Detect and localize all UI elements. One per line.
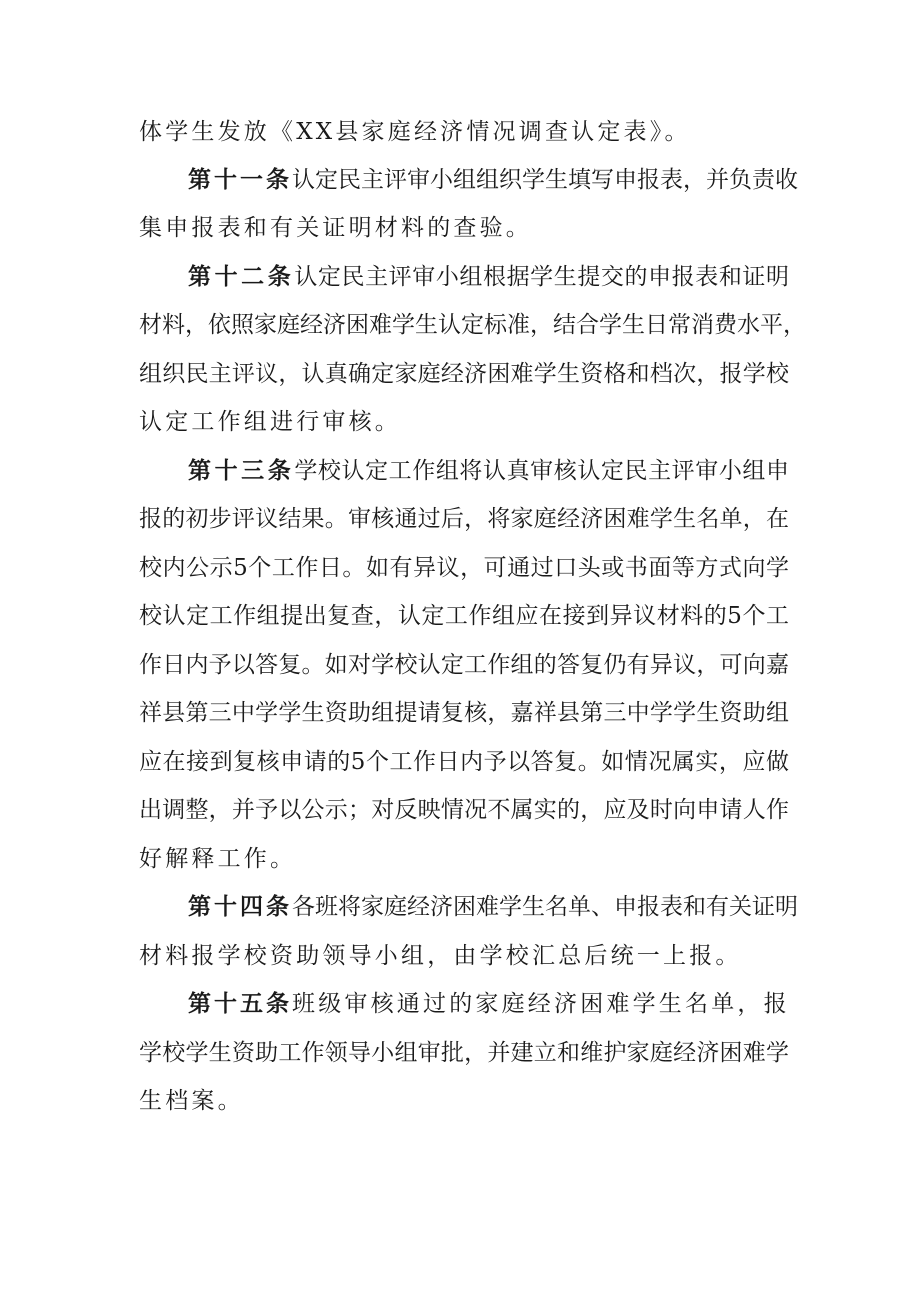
- text-line: 作日内予以答复。如对学校认定工作组的答复仍有异议，可向嘉: [139, 652, 789, 678]
- text-line: 好解释工作。: [139, 846, 297, 872]
- article-heading-11: 第十一条: [188, 167, 292, 193]
- text-line: 材料报学校资助领导小组，由学校汇总后统一上报。: [139, 943, 742, 969]
- text-line: 材料，依照家庭经济困难学生认定标准，结合学生日常消费水平，: [139, 312, 806, 338]
- article-13-first-line: [188, 456, 789, 486]
- text-line: 应在接到复核申请的5个工作日内予以答复。如情况属实，应做: [139, 749, 789, 775]
- text-line: 体学生发放《XX县家庭经济情况调查认定表》。: [139, 119, 691, 145]
- text-line: 班级审核通过的家庭经济困难学生名单，报: [292, 991, 790, 1017]
- article-heading-14: 第十四条: [188, 894, 292, 920]
- text-line: 祥县第三中学学生资助组提请复核，嘉祥县第三中学学生资助组: [139, 700, 789, 726]
- text-line: 学校认定工作组将认真审核认定民主评审小组申: [294, 458, 790, 484]
- text-line: 学校学生资助工作领导小组审批，并建立和维护家庭经济困难学: [139, 1040, 789, 1066]
- article-heading-13: 第十三条: [188, 458, 295, 484]
- article-11-first-line: [188, 165, 798, 195]
- text-line: 认定民主评审小组组织学生填写申报表，并负责收: [292, 167, 798, 193]
- article-14-first-line: [188, 892, 798, 922]
- text-line: 校内公示5个工作日。如有异议，可通过口头或书面等方式向学: [139, 555, 789, 581]
- text-line: 组织民主评议，认真确定家庭经济困难学生资格和档次，报学校: [139, 361, 789, 387]
- text-line: 集申报表和有关证明材料的查验。: [139, 215, 532, 241]
- article-12-first-line: [188, 262, 789, 292]
- text-line: 报的初步评议结果。审核通过后，将家庭经济困难学生名单，在: [139, 506, 789, 532]
- article-heading-15: 第十五条: [188, 991, 292, 1017]
- text-line: 出调整，并予以公示；对反映情况不属实的，应及时向申请人作: [139, 797, 789, 823]
- article-heading-12: 第十二条: [188, 264, 295, 290]
- text-line: 各班将家庭经济困难学生名单、申报表和有关证明: [292, 894, 798, 920]
- text-line: 认定民主评审小组根据学生提交的申报表和证明: [294, 264, 790, 290]
- text-line: 生档案。: [139, 1088, 244, 1114]
- text-line: 认定工作组进行审核。: [139, 409, 401, 435]
- article-15-first-line: [188, 989, 790, 1019]
- text-line: 校认定工作组提出复查，认定工作组应在接到异议材料的5个工: [139, 603, 789, 629]
